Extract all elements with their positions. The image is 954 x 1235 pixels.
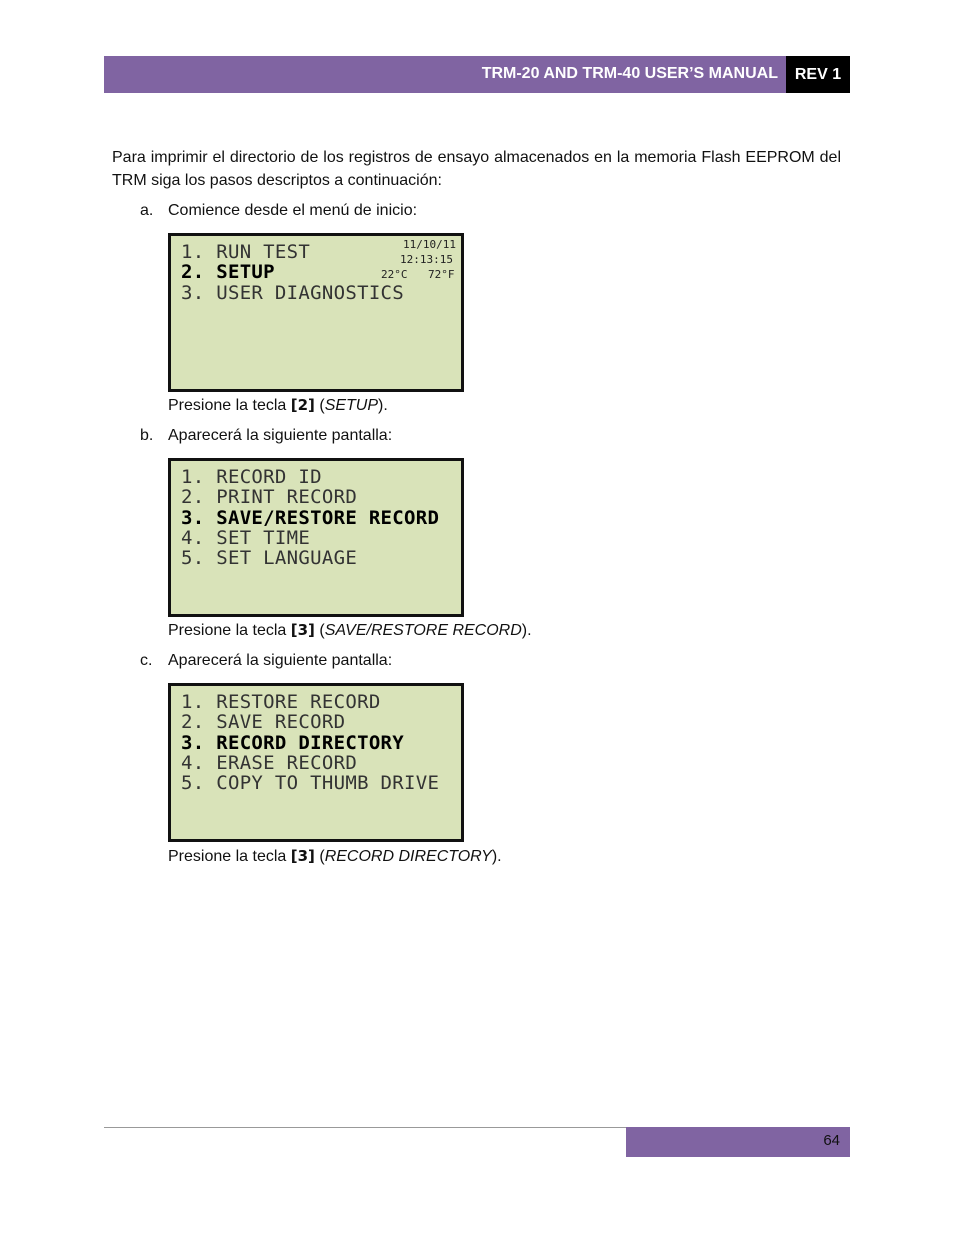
step-c-letter: c. [140, 652, 153, 669]
lcd-date: 11/10/11 [403, 238, 456, 251]
header-bar [104, 56, 786, 93]
key-label: [2] [290, 396, 315, 414]
lcd-temp-f: 72°F [428, 268, 455, 281]
step-a-text: Comience desde el menú de inicio: [168, 202, 418, 219]
intro-paragraph: Para imprimir el directorio de los registros de ensayo almacenados en la memoria Flash EEPROM del TRM siga los pasos descriptos a continuación: [112, 149, 841, 189]
lcd-temp-c: 22°C [381, 268, 408, 281]
lcd-line: 1. RUN TEST [181, 241, 311, 263]
lcd-line: 1. RESTORE RECORD [181, 691, 381, 713]
lcd-line: 2. SAVE RECORD [181, 711, 346, 734]
lcd-line: 5. COPY TO THUMB DRIVE [181, 772, 440, 795]
action-name: SETUP [324, 397, 379, 414]
lcd-line-selected: 2. SETUP [181, 261, 275, 284]
lcd-screen-save-restore-menu [168, 683, 464, 842]
revision-badge: REV 1 [786, 56, 850, 93]
step-a-instruction: Presione la tecla [2] (SETUP). [168, 396, 388, 414]
footer-bar [626, 1127, 850, 1157]
lcd-line: 3. USER DIAGNOSTICS [181, 281, 405, 304]
lcd-line-selected: 3. RECORD DIRECTORY [181, 731, 405, 754]
lcd-screen-setup-menu [168, 458, 464, 617]
step-b-instruction: Presione la tecla [3] (SAVE/RESTORE RECORD). [168, 621, 532, 639]
press-prefix: Presione la tecla [168, 848, 287, 865]
step-c-text: Aparecerá la siguiente pantalla: [168, 652, 393, 669]
step-c-instruction: Presione la tecla [3] (RECORD DIRECTORY). [168, 847, 502, 865]
lcd-line-selected: 3. SAVE/RESTORE RECORD [181, 506, 440, 529]
page-number: 64 [823, 1132, 840, 1149]
press-prefix: Presione la tecla [168, 397, 287, 414]
lcd-time: 12:13:15 [400, 253, 453, 266]
press-prefix: Presione la tecla [168, 622, 287, 639]
key-label: [3] [290, 621, 315, 639]
step-a-letter: a. [140, 202, 154, 219]
action-name: RECORD DIRECTORY [324, 848, 492, 865]
lcd-screen-main-menu [168, 233, 464, 392]
lcd-line: 1. RECORD ID [181, 466, 322, 488]
step-b-letter: b. [140, 427, 154, 444]
lcd-line: 2. PRINT RECORD [181, 486, 358, 509]
key-label: [3] [290, 847, 315, 865]
footer-divider [104, 1127, 626, 1128]
step-b-text: Aparecerá la siguiente pantalla: [168, 427, 393, 444]
lcd-line: 4. ERASE RECORD [181, 751, 358, 774]
lcd-line: 4. SET TIME [181, 526, 311, 549]
action-name: SAVE/RESTORE RECORD [324, 622, 522, 639]
manual-title: TRM-20 AND TRM-40 USER’S MANUAL [481, 65, 778, 82]
lcd-line: 5. SET LANGUAGE [181, 547, 358, 570]
